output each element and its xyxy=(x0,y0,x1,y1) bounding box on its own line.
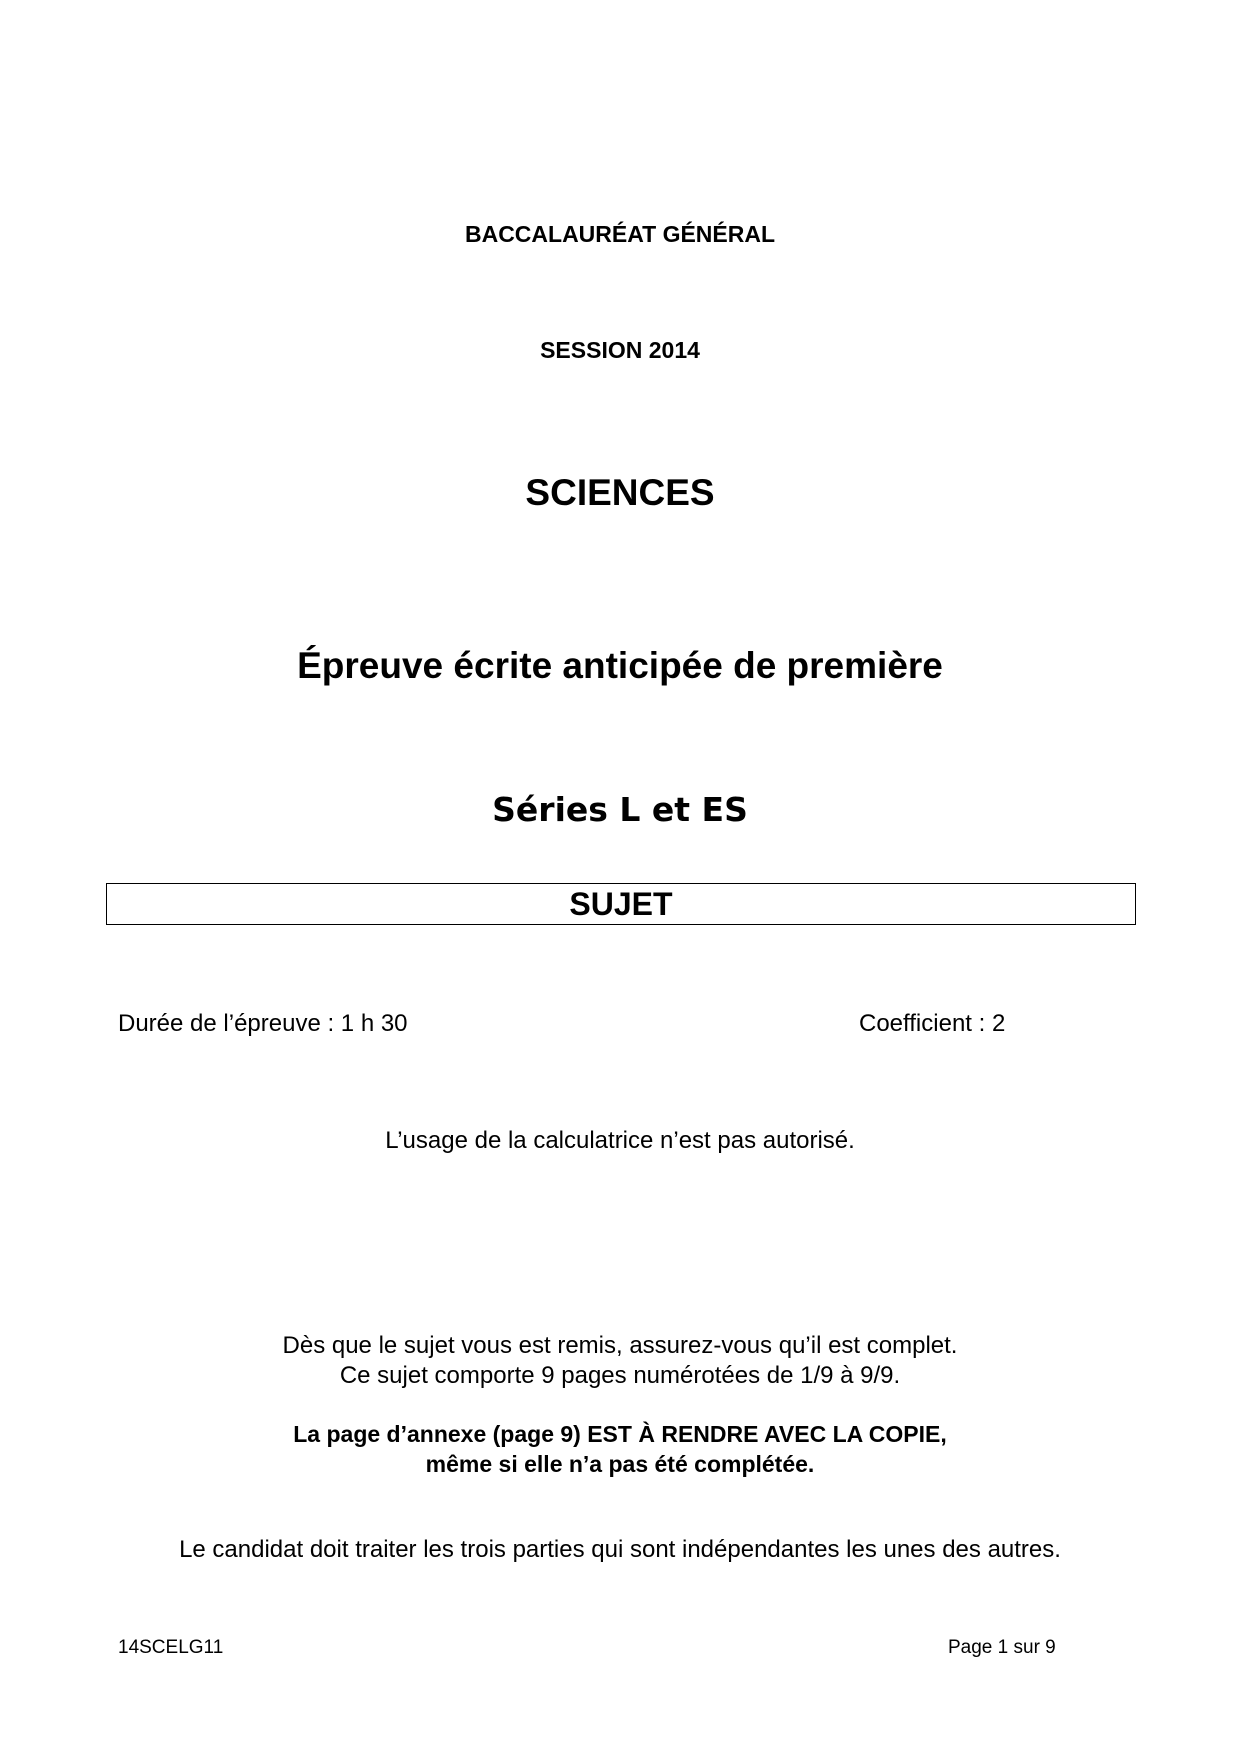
calculator-notice: L’usage de la calculatrice n’est pas autorisé. xyxy=(385,1127,855,1154)
instruction-line: Ce sujet comporte 9 pages numérotées de 1/9 à 9/9. xyxy=(339,1362,901,1389)
series-label: Séries L et ES xyxy=(492,790,748,829)
subject-title: SCIENCES xyxy=(525,472,715,513)
annex-notice-line: La page d’annexe (page 9) EST À RENDRE AVEC LA COPIE, xyxy=(293,1421,947,1447)
subject-label-box xyxy=(106,883,1136,925)
annex-notice xyxy=(0,1419,1240,1479)
exam-level: BACCALAURÉAT GÉNÉRAL xyxy=(464,221,776,247)
page-number: Page 1 sur 9 xyxy=(948,1637,1056,1658)
completeness-instructions xyxy=(0,1331,1240,1391)
instruction-line: Dès que le sujet vous est remis, assurez-vous qu’il est complet. xyxy=(282,1332,958,1359)
subject-label: SUJET xyxy=(569,886,673,922)
document-code: 14SCELG11 xyxy=(118,1637,224,1658)
exam-duration: Durée de l’épreuve : 1 h 30 xyxy=(118,1010,408,1037)
exam-type-title: Épreuve écrite anticipée de première xyxy=(297,645,943,686)
exam-coefficient: Coefficient : 2 xyxy=(859,1010,1006,1037)
session-year: SESSION 2014 xyxy=(540,337,700,363)
annex-notice-line: même si elle n’a pas été complétée. xyxy=(425,1451,815,1477)
parts-notice: Le candidat doit traiter les trois parties qui sont indépendantes les unes des autres. xyxy=(179,1536,1061,1563)
